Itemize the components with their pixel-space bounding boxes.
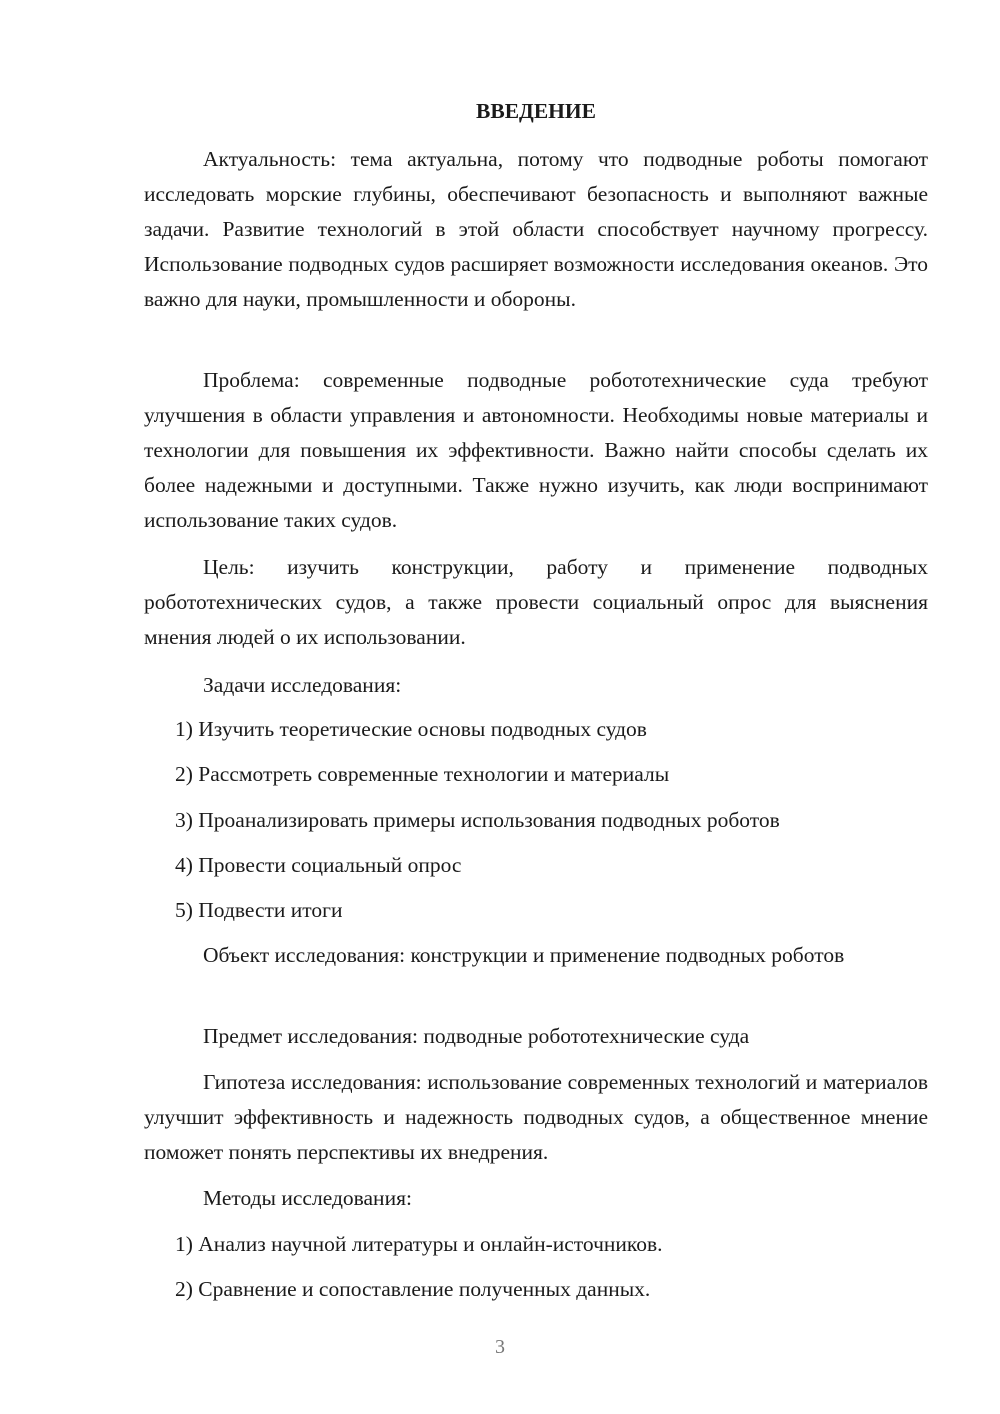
section-heading: ВВЕДЕНИЕ — [476, 99, 596, 123]
task-item-5: 5) Подвести итоги — [175, 898, 343, 922]
document-page — [144, 0, 928, 1414]
methods-heading: Методы исследования: — [203, 1186, 412, 1210]
task-item-2: 2) Рассмотреть современные технологии и материалы — [175, 762, 670, 786]
method-item-2: 2) Сравнение и сопоставление полученных данных. — [175, 1277, 651, 1301]
object-paragraph: Объект исследования: конструкции и применение подводных роботов — [203, 943, 845, 967]
method-item-1: 1) Анализ научной литературы и онлайн-источников. — [175, 1232, 663, 1256]
task-item-3: 3) Проанализировать примеры использования подводных роботов — [175, 808, 780, 832]
subject-paragraph: Предмет исследования: подводные робототехнические суда — [203, 1024, 750, 1048]
hypothesis-paragraph: Гипотеза исследования: использование современных технологий и материалов улучшит эффективность и надежность подводных судов, а общественное мнение поможет понять перспективы их внедрения. — [144, 1070, 928, 1164]
page-number: 3 — [495, 1336, 505, 1358]
task-item-1: 1) Изучить теоретические основы подводных судов — [175, 717, 647, 741]
goal-paragraph: Цель: изучить конструкции, работу и применение подводных робототехнических судов, а также провести социальный опрос для выяснения мнения людей о их использовании. — [144, 555, 928, 649]
task-item-4: 4) Провести социальный опрос — [175, 853, 462, 877]
relevance-paragraph: Актуальность: тема актуальна, потому что подводные роботы помогают исследовать морские глубины, обеспечивают безопасность и выполняют важные задачи. Развитие технологий в этой области способствует научному прогрессу. Использование подводных судов расширяет возможности исследования океанов. Это важно для науки, промышленности и обороны. — [144, 147, 928, 311]
problem-paragraph: Проблема: современные подводные робототехнические суда требуют улучшения в области управления и автономности. Необходимы новые материалы и технологии для повышения их эффективности. Важно найти способы сделать их более надежными и доступными. Также нужно изучить, как люди воспринимают использование таких судов. — [144, 368, 928, 532]
tasks-heading: Задачи исследования: — [203, 673, 402, 697]
